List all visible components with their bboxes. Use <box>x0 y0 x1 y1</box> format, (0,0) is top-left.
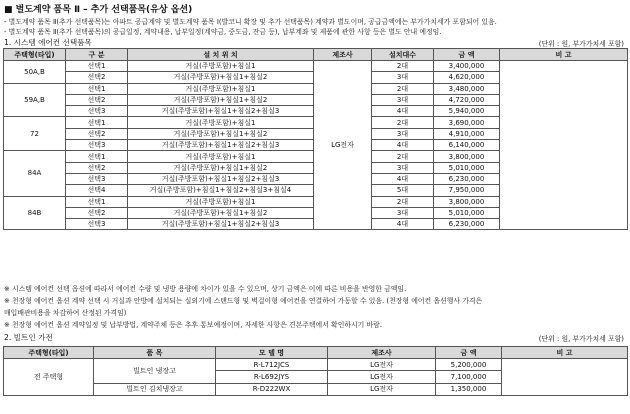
header-type: 주택형(타입) <box>4 347 94 359</box>
location-cell: 거실(주방포함)+침실1 <box>128 117 314 128</box>
units-cell: 4대 <box>372 219 434 230</box>
amount-cell: 6,140,000 <box>434 140 500 151</box>
location-cell: 거실(주방포함)+침실1+침실2+침실3 <box>128 219 314 230</box>
section2-title: 2. 빌트인 가전 <box>4 333 53 342</box>
model-cell: R-D222WX <box>216 383 328 395</box>
table-row <box>4 359 628 371</box>
option-cell: 선택3 <box>66 173 128 184</box>
location-cell: 거실(주방포함)+침실1+침실2+침실3+침실4 <box>128 185 314 196</box>
location-cell: 거실(주방포함)+침실1+침실2+침실3 <box>128 173 314 184</box>
amount-cell: 5,200,000 <box>436 359 502 371</box>
header-item: 품 목 <box>94 347 216 359</box>
location-cell: 거실(주방포함)+침실1 <box>128 83 314 94</box>
units-cell: 4대 <box>372 173 434 184</box>
builtin-header-row <box>4 347 628 359</box>
option-cell: 선택1 <box>66 151 128 162</box>
maker-cell: LG전자 <box>328 359 436 371</box>
option-cell: 선택4 <box>66 185 128 196</box>
builtin-table <box>3 346 628 396</box>
header-remarks: 비 고 <box>502 347 628 359</box>
type-cell: 84A <box>4 151 66 196</box>
location-cell: 거실(주방포함)+침실1 <box>128 151 314 162</box>
units-cell: 2대 <box>372 196 434 207</box>
location-cell: 거실(주방포함)+침실1+침실2 <box>128 207 314 218</box>
maker-cell: LG전자 <box>328 383 436 395</box>
maker-cell: LG전자 <box>328 371 436 383</box>
option-cell: 선택2 <box>66 128 128 139</box>
option-cell: 선택1 <box>66 117 128 128</box>
option-cell: 선택3 <box>66 219 128 230</box>
amount-cell: 3,800,000 <box>434 151 500 162</box>
table-row <box>4 61 628 72</box>
section2-unit: (단위 : 원, 부가가치세 포함) <box>538 335 624 343</box>
header-option: 구 분 <box>66 49 128 61</box>
units-cell: 3대 <box>372 128 434 139</box>
amount-cell: 5,940,000 <box>434 106 500 117</box>
type-cell: 50A,B <box>4 61 66 84</box>
type-cell: 84B <box>4 196 66 230</box>
footnote-3: ※ 천장형 에어컨 옵션 계약일정 및 납부방법, 계약주체 등은 추후 통보예정이며, 자세한 사항은 견본주택에서 확인하시기 바람. <box>4 321 383 329</box>
model-cell: R-L692JYS <box>216 371 328 383</box>
header-units: 설치대수 <box>372 49 434 61</box>
location-cell: 거실(주방포함)+침실1 <box>128 196 314 207</box>
header-amount: 금 액 <box>434 49 500 61</box>
amount-cell: 7,950,000 <box>434 185 500 196</box>
option-cell: 선택1 <box>66 61 128 72</box>
units-cell: 3대 <box>372 72 434 83</box>
amount-cell: 5,010,000 <box>434 207 500 218</box>
aircon-table <box>3 48 628 230</box>
location-cell: 거실(주방포함)+침실1+침실2 <box>128 94 314 105</box>
item-cell: 빌트인 김치냉장고 <box>94 383 216 395</box>
header-manufacturer: 제조사 <box>314 49 372 61</box>
page-title: ■ 별도계약 품목 Ⅱ – 추가 선택품목(유상 옵션) <box>4 5 193 15</box>
type-cell: 전 주택형 <box>4 359 94 396</box>
amount-cell: 3,400,000 <box>434 61 500 72</box>
amount-cell: 1,350,000 <box>436 383 502 395</box>
amount-cell: 3,800,000 <box>434 196 500 207</box>
amount-cell: 5,010,000 <box>434 162 500 173</box>
option-cell: 선택2 <box>66 207 128 218</box>
location-cell: 거실(주방포함)+침실1+침실2 <box>128 162 314 173</box>
units-cell: 4대 <box>372 106 434 117</box>
header-maker: 제조사 <box>328 347 436 359</box>
option-cell: 선택3 <box>66 140 128 151</box>
footnote-2-cont: 매입배관비용을 차감하여 산정된 가격임) <box>4 309 127 317</box>
section1-title: 1. 시스템 에어컨 선택품목 <box>4 38 92 47</box>
option-cell: 선택2 <box>66 72 128 83</box>
units-cell: 2대 <box>372 83 434 94</box>
model-cell: R-L712JCS <box>216 359 328 371</box>
remarks-cell <box>500 61 628 230</box>
amount-cell: 6,230,000 <box>434 173 500 184</box>
amount-cell: 3,690,000 <box>434 117 500 128</box>
location-cell: 거실(주방포함)+침실1 <box>128 61 314 72</box>
units-cell: 2대 <box>372 151 434 162</box>
type-cell: 59A,B <box>4 83 66 117</box>
remarks-cell <box>502 359 628 396</box>
units-cell: 2대 <box>372 117 434 128</box>
note-vat: - 별도계약 품목 Ⅱ(추가 선택품목)는 아파트 공급계약 및 별도계약 품목 Ⅰ(발코니 확장 및 추가 선택품목) 계약과 별도이며, 공급금액에는 부가가치세가 포함되어 있음. <box>4 18 497 26</box>
units-cell: 3대 <box>372 162 434 173</box>
option-cell: 선택1 <box>66 196 128 207</box>
header-model: 모 델 명 <box>216 347 328 359</box>
units-cell: 5대 <box>372 185 434 196</box>
amount-cell: 4,720,000 <box>434 94 500 105</box>
option-cell: 선택3 <box>66 106 128 117</box>
manufacturer-cell: LG전자 <box>314 61 372 230</box>
option-cell: 선택2 <box>66 94 128 105</box>
option-cell: 선택2 <box>66 162 128 173</box>
type-cell: 72 <box>4 117 66 151</box>
units-cell: 3대 <box>372 207 434 218</box>
amount-cell: 4,910,000 <box>434 128 500 139</box>
location-cell: 거실(주방포함)+침실1+침실2 <box>128 128 314 139</box>
section1-unit: (단위 : 원, 부가가치세 포함) <box>538 40 624 48</box>
units-cell: 4대 <box>372 140 434 151</box>
units-cell: 2대 <box>372 61 434 72</box>
location-cell: 거실(주방포함)+침실1+침실2+침실3 <box>128 106 314 117</box>
location-cell: 거실(주방포함)+침실1+침실2 <box>128 72 314 83</box>
amount-cell: 4,620,000 <box>434 72 500 83</box>
footnote-1: ※ 시스템 에어컨 선택 옵션에 따라서 에어컨 수량 및 냉방 용량에 차이가 있을 수 있으며, 상기 금액은 이에 따른 비용을 반영한 금액임. <box>4 285 407 293</box>
location-cell: 거실(주방포함)+침실1+침실2+침실3 <box>128 140 314 151</box>
footnote-2: ※ 천장형 에어컨 옵션 계약 선택 시 거실과 안방에 설치되는 실외기에 스탠드형 및 벽걸이형 에어컨을 연결하여 가동할 수 있음. (천장형 에어컨 옵션행사 가격은 <box>4 297 483 305</box>
option-cell: 선택1 <box>66 83 128 94</box>
amount-cell: 6,230,000 <box>434 219 500 230</box>
header-amount: 금 액 <box>436 347 502 359</box>
header-remarks: 비 고 <box>500 49 628 61</box>
header-location: 설 치 위 치 <box>128 49 314 61</box>
amount-cell: 3,480,000 <box>434 83 500 94</box>
amount-cell: 7,100,000 <box>436 371 502 383</box>
item-cell: 빌트인 냉장고 <box>94 359 216 384</box>
units-cell: 3대 <box>372 94 434 105</box>
note-schedule: - 별도계약 품목 Ⅱ(추가 선택품목)의 공급일정, 계약내용, 납부일정(계약금, 중도금, 잔금 등), 납부계좌 및 제품에 관한 사항 등은 별도 안내 예정임. <box>4 28 442 36</box>
aircon-header-row <box>4 49 628 61</box>
header-type: 주택형(타입) <box>4 49 66 61</box>
